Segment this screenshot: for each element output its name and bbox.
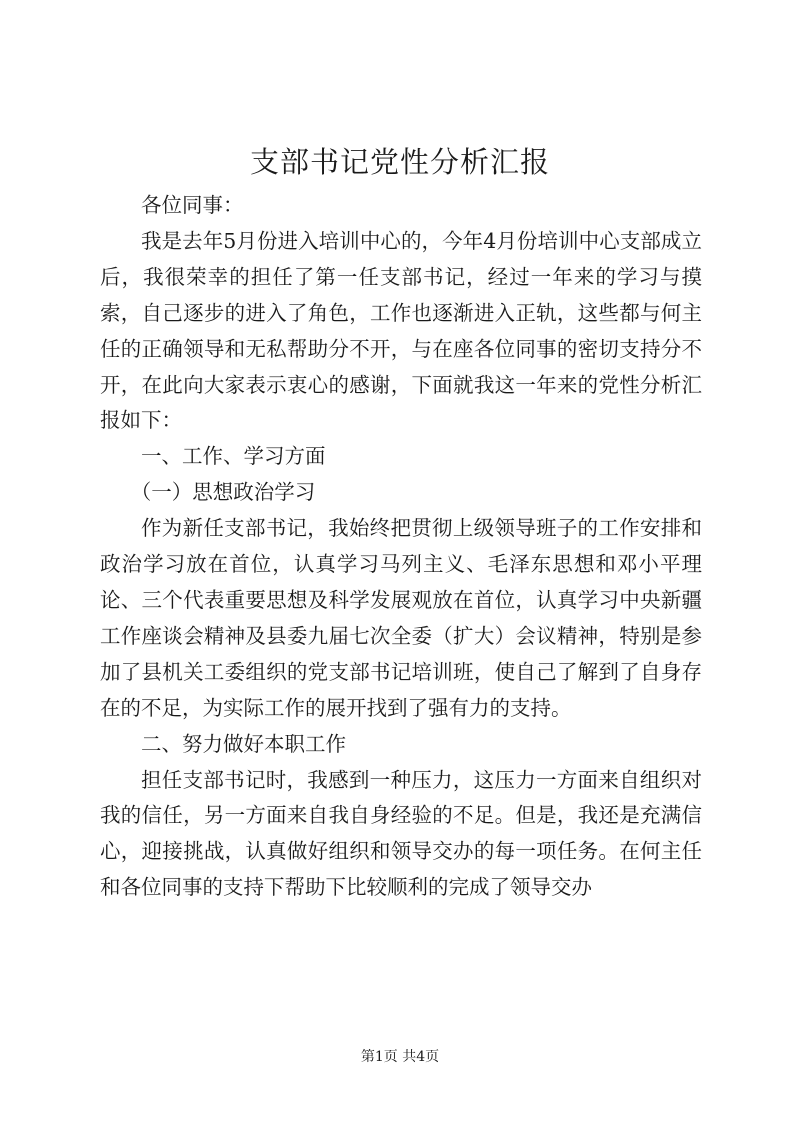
subsection-heading-1: （一）思想政治学习 bbox=[130, 480, 316, 505]
intro-paragraph: 我是去年5月份进入培训中心的，今年4月份培训中心支部成立后，我很荣幸的担任了第一任支部书记，经过一年来的学习与摸索，自己逐步的进入了角色，工作也逐渐进入正轨，这些都与何主任的正确领导和无私帮助分不开，与在座各位同事的密切支持分不开，在此向大家表示衷心的感谢，下面就我这一年来的党性分析汇报如下： bbox=[100, 228, 702, 433]
page-number: 第1页 共4页 bbox=[360, 1049, 440, 1065]
document-body bbox=[100, 188, 702, 906]
document-title: 支部书记党性分析汇报 bbox=[249, 145, 550, 179]
section-heading-2: 二、努力做好本职工作 bbox=[141, 731, 346, 756]
study-paragraph: 作为新任支部书记，我始终把贯彻上级领导班子的工作安排和政治学习放在首位，认真学习马列主义、毛泽东思想和邓小平理论、三个代表重要思想及科学发展观放在首位，认真学习中央新疆工作座谈会精神及县委九届七次全委（扩大）会议精神，特别是参加了县机关工委组织的党支部书记培训班，使自己了解到了自身存在的不足，为实际工作的展开找到了强有力的支持。 bbox=[100, 516, 702, 720]
section-heading-1: 一、工作、学习方面 bbox=[141, 444, 326, 469]
duty-paragraph: 担任支部书记时，我感到一种压力，这压力一方面来自组织对我的信任，另一方面来自我自身经验的不足。但是，我还是充满信心，迎接挑战，认真做好组织和领导交办的每一项任务。在何主任和各位同事的支持下帮助下比较顺利的完成了领导交办 bbox=[100, 767, 702, 900]
salutation-paragraph: 各位同事： bbox=[141, 193, 244, 217]
